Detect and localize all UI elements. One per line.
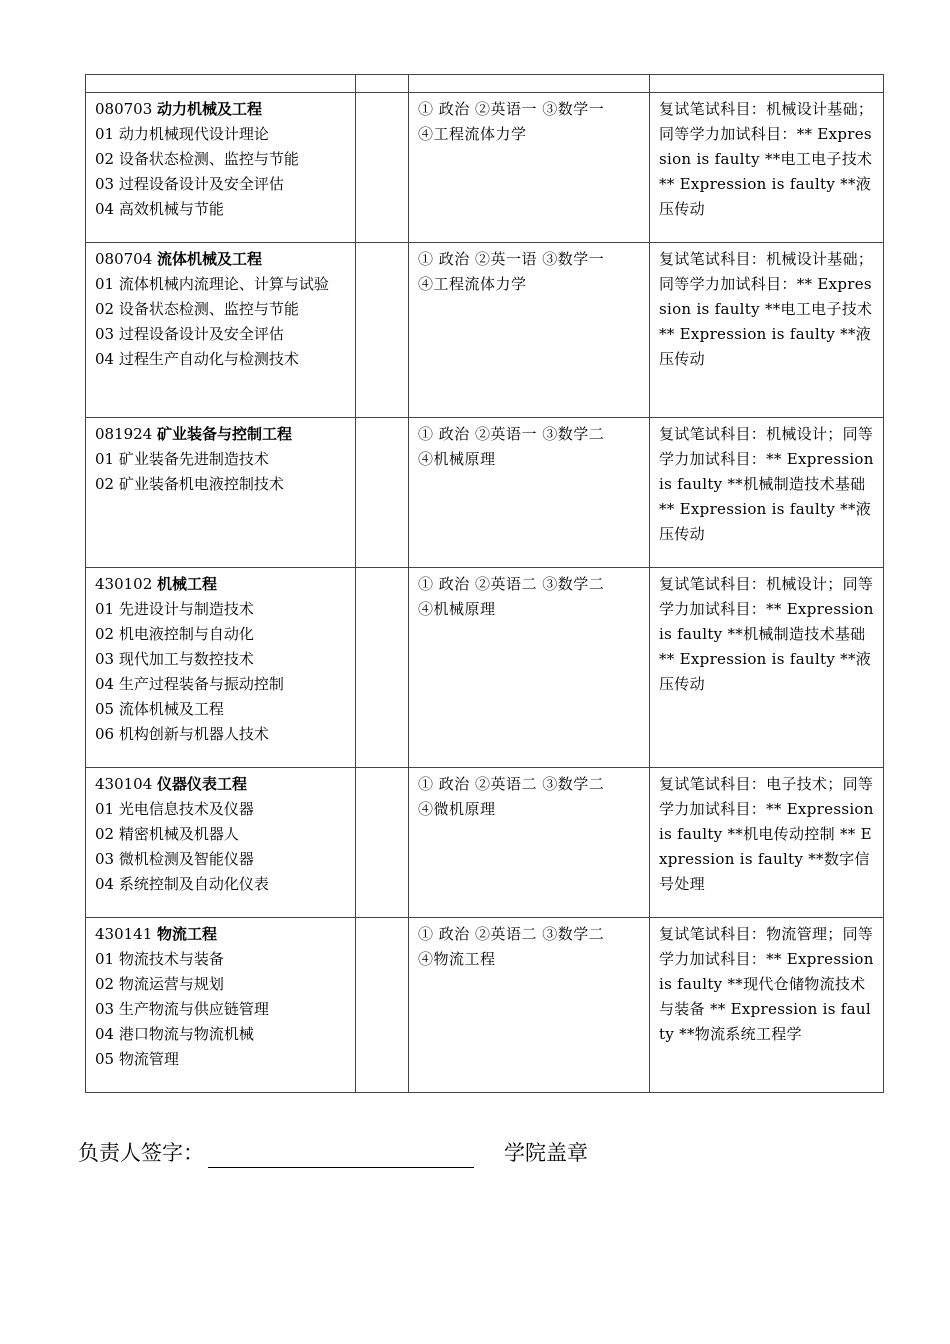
exam-subject-line: ④机械原理	[418, 600, 496, 618]
research-direction: 03 微机检测及智能仪器	[95, 850, 254, 868]
exam-subject-line: ④工程流体力学	[418, 125, 527, 143]
table-row	[86, 568, 884, 768]
program-title: 仪器仪表工程	[157, 775, 248, 793]
signature-label: 负责人签字：	[78, 1141, 204, 1165]
exam-subject-line: ① 政治 ②英语一 ③数学二	[418, 425, 605, 443]
retest-notes: 复试笔试科目：机械设计；同等学力加试科目：** Expression is faulty **机械制造技术基础 ** Expression is faulty **液压传动	[659, 425, 874, 543]
exam-subject-line: ① 政治 ②英语二 ③数学二	[418, 775, 605, 793]
exam-subject-line: ④物流工程	[418, 950, 496, 968]
retest-notes: 复试笔试科目：机械设计基础；同等学力加试科目：** Expression is faulty **电工电子技术 ** Expression is faulty **液压传动	[659, 100, 874, 218]
exam-subjects-cell	[409, 93, 650, 243]
research-direction: 01 动力机械现代设计理论	[95, 125, 269, 143]
retest-notes-cell	[650, 768, 884, 918]
research-direction: 06 机构创新与机器人技术	[95, 725, 269, 743]
program-table	[85, 74, 884, 1093]
program-code: 081924	[95, 425, 153, 443]
header-cell	[650, 75, 884, 93]
exam-subject-line: ④工程流体力学	[418, 275, 527, 293]
program-title: 机械工程	[157, 575, 218, 593]
program-cell	[86, 418, 356, 568]
retest-notes: 复试笔试科目：机械设计；同等学力加试科目：** Expression is faulty **机械制造技术基础 ** Expression is faulty **液压传动	[659, 575, 874, 693]
retest-notes-cell	[650, 418, 884, 568]
exam-subjects-cell	[409, 243, 650, 418]
signature-line[interactable]	[208, 1143, 474, 1168]
research-direction: 05 流体机械及工程	[95, 700, 224, 718]
footer	[78, 1138, 588, 1168]
retest-notes-cell	[650, 243, 884, 418]
exam-subject-line: ④微机原理	[418, 800, 496, 818]
exam-subjects-cell	[409, 918, 650, 1093]
program-title: 动力机械及工程	[157, 100, 263, 118]
retest-notes-cell	[650, 918, 884, 1093]
research-direction: 01 矿业装备先进制造技术	[95, 450, 269, 468]
program-cell	[86, 93, 356, 243]
empty-cell	[356, 418, 409, 568]
program-heading	[95, 97, 347, 122]
table-header-row	[86, 75, 884, 93]
empty-cell	[356, 918, 409, 1093]
program-heading	[95, 572, 347, 597]
table-row	[86, 243, 884, 418]
research-direction: 02 设备状态检测、监控与节能	[95, 150, 299, 168]
research-direction: 01 物流技术与装备	[95, 950, 224, 968]
exam-subjects-cell	[409, 768, 650, 918]
program-cell	[86, 918, 356, 1093]
program-cell	[86, 568, 356, 768]
table-row	[86, 768, 884, 918]
header-cell	[356, 75, 409, 93]
exam-subject-line: ① 政治 ②英语二 ③数学二	[418, 925, 605, 943]
research-direction: 04 过程生产自动化与检测技术	[95, 350, 299, 368]
research-direction: 01 先进设计与制造技术	[95, 600, 254, 618]
table-row	[86, 418, 884, 568]
exam-subject-line: ④机械原理	[418, 450, 496, 468]
header-cell	[86, 75, 356, 93]
program-code: 430102	[95, 575, 153, 593]
research-direction: 02 设备状态检测、监控与节能	[95, 300, 299, 318]
research-direction: 04 港口物流与物流机械	[95, 1025, 254, 1043]
program-cell	[86, 768, 356, 918]
program-title: 流体机械及工程	[157, 250, 263, 268]
empty-cell	[356, 93, 409, 243]
retest-notes: 复试笔试科目：电子技术；同等学力加试科目：** Expression is faulty **机电传动控制 ** Expression is faulty **数字信号处理	[659, 775, 874, 893]
research-direction: 03 过程设备设计及安全评估	[95, 325, 284, 343]
research-direction: 02 物流运营与规划	[95, 975, 224, 993]
exam-subjects-cell	[409, 418, 650, 568]
header-cell	[409, 75, 650, 93]
exam-subjects-cell	[409, 568, 650, 768]
retest-notes-cell	[650, 93, 884, 243]
research-direction: 02 机电液控制与自动化	[95, 625, 254, 643]
research-direction: 02 矿业装备机电液控制技术	[95, 475, 284, 493]
retest-notes: 复试笔试科目：物流管理；同等学力加试科目：** Expression is faulty **现代仓储物流技术与装备 ** Expression is faulty **物流系统工程学	[659, 925, 874, 1043]
program-code: 430141	[95, 925, 153, 943]
seal-label: 学院盖章	[504, 1141, 588, 1165]
empty-cell	[356, 243, 409, 418]
research-direction: 04 高效机械与节能	[95, 200, 224, 218]
research-direction: 05 物流管理	[95, 1050, 179, 1068]
retest-notes: 复试笔试科目：机械设计基础；同等学力加试科目：** Expression is faulty **电工电子技术 ** Expression is faulty **液压传动	[659, 250, 874, 368]
exam-subject-line: ① 政治 ②英一语 ③数学一	[418, 250, 605, 268]
exam-subject-line: ① 政治 ②英语一 ③数学一	[418, 100, 605, 118]
program-heading	[95, 772, 347, 797]
research-direction: 04 系统控制及自动化仪表	[95, 875, 269, 893]
exam-subject-line: ① 政治 ②英语二 ③数学二	[418, 575, 605, 593]
program-heading	[95, 247, 347, 272]
empty-cell	[356, 568, 409, 768]
table-row	[86, 93, 884, 243]
program-code: 080703	[95, 100, 153, 118]
program-heading	[95, 922, 347, 947]
research-direction: 03 现代加工与数控技术	[95, 650, 254, 668]
research-direction: 01 光电信息技术及仪器	[95, 800, 254, 818]
program-cell	[86, 243, 356, 418]
research-direction: 03 过程设备设计及安全评估	[95, 175, 284, 193]
research-direction: 03 生产物流与供应链管理	[95, 1000, 269, 1018]
program-code: 080704	[95, 250, 153, 268]
empty-cell	[356, 768, 409, 918]
table-row	[86, 918, 884, 1093]
research-direction: 01 流体机械内流理论、计算与试验	[95, 275, 329, 293]
research-direction: 04 生产过程装备与振动控制	[95, 675, 284, 693]
program-code: 430104	[95, 775, 153, 793]
retest-notes-cell	[650, 568, 884, 768]
program-title: 矿业装备与控制工程	[157, 425, 293, 443]
program-title: 物流工程	[157, 925, 218, 943]
research-direction: 02 精密机械及机器人	[95, 825, 239, 843]
program-heading	[95, 422, 347, 447]
